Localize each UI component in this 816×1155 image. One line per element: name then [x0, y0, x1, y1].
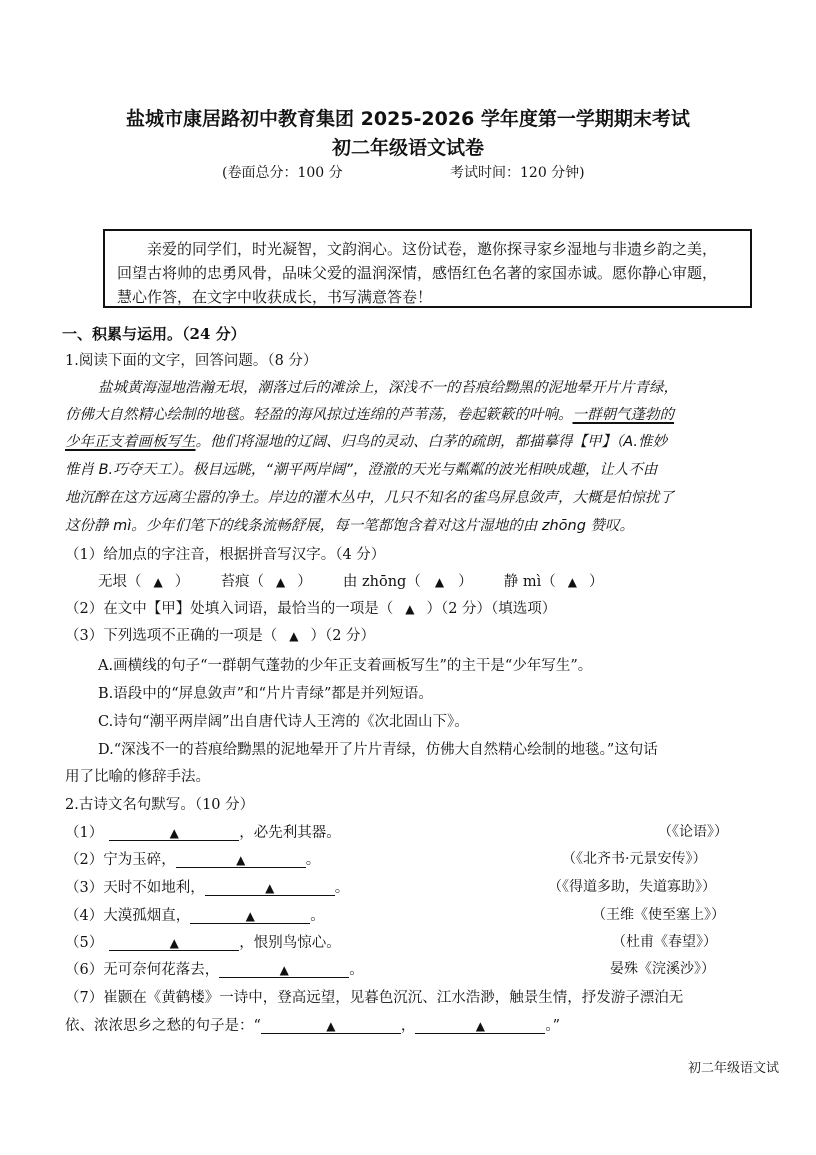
- option-d-cont: 用了比喻的修辞手法。: [65, 769, 210, 785]
- source-citation: （王维《使至塞上》）: [592, 907, 725, 923]
- passage-text: 仿佛大自然精心绘制的地毯。轻盈的海风掠过连绵的芦苇荡，卷起簌簌的叶响。: [65, 407, 573, 423]
- exam-title: 盐城市康居路初中教育集团 2025-2026 学年度第一学期期末考试: [126, 108, 690, 130]
- source-citation: （《得道多助，失道寡助》）: [548, 879, 716, 895]
- underlined-sentence: 一群朝气蓬勃的: [572, 407, 674, 423]
- recitation-item-4[interactable]: （4）大漠孤烟直， ▲ 。: [65, 908, 325, 924]
- answer-blank-mark: ▲: [289, 629, 299, 643]
- sub-question-1: （1）给加点的字注音，根据拼音写汉字。（4 分）: [65, 547, 386, 563]
- source-citation: （《北齐书·元景安传》）: [562, 851, 707, 867]
- fill-blank[interactable]: ▲: [415, 1019, 545, 1034]
- intro-line: 回望古将帅的忠勇风骨，品味父爱的温润深情，感悟红色名著的家国赤诚。愿你静心审题，: [117, 264, 718, 282]
- source-citation: （《论语》）: [658, 824, 728, 840]
- pinyin-items: [98, 570, 604, 591]
- recitation-item-3[interactable]: （3）天时不如地利， ▲ 。: [65, 880, 350, 896]
- recitation-item-2[interactable]: （2）宁为玉碎， ▲ 。: [65, 852, 321, 868]
- passage-line: 惟肖 B.巧夺天工）。极目远眺，“潮平两岸阔”，澄澈的天光与粼粼的波光相映成趣，让人不由: [65, 462, 658, 478]
- source-citation: 晏殊《浣溪沙》）: [610, 961, 715, 977]
- exam-time: 考试时间：120 分钟): [450, 165, 585, 181]
- question-1-stem: 1.阅读下面的文字，回答问题。（8 分）: [65, 353, 318, 369]
- recitation-item-7-answer[interactable]: 依、浓浓思乡之愁的句子是：“ ▲ ， ▲ 。”: [65, 1018, 561, 1034]
- option-c: C.诗句“潮平两岸阔”出自唐代诗人王湾的《次北固山下》。: [98, 714, 469, 730]
- question-2-stem: 2.古诗文名句默写。（10 分）: [65, 797, 255, 813]
- option-d: D.“深浅不一的苔痕给黝黑的泥地晕开了片片青绿，仿佛大自然精心绘制的地毯。”这句话: [98, 742, 658, 758]
- fill-blank[interactable]: ▲: [205, 881, 335, 896]
- passage-line: 盐城黄海湿地浩瀚无垠，潮落过后的滩涂上，深浅不一的苔痕给黝黑的泥地晕开片片青绿，: [98, 380, 678, 396]
- fill-blank[interactable]: ▲: [109, 826, 239, 841]
- pinyin-item[interactable]: 苔痕（ ▲ ）: [220, 574, 312, 590]
- fill-blank[interactable]: ▲: [176, 853, 306, 868]
- recitation-item-7: （7）崔颢在《黄鹤楼》一诗中，登高远望，见暮色沉沉、江水浩渺，触景生情，抒发游子漂泊无: [65, 990, 684, 1006]
- passage-line: 地沉醉在这方远离尘嚣的净土。岸边的灌木丛中，几只不知名的雀鸟屏息敛声，大概是怕惊扰了: [65, 490, 674, 506]
- fill-blank[interactable]: ▲: [190, 909, 310, 924]
- option-b: B.语段中的“屏息敛声”和“片片青绿”都是并列短语。: [98, 686, 433, 702]
- exam-subtitle: 初二年级语文试卷: [331, 137, 484, 159]
- pinyin-item[interactable]: 静 mì（ ▲ ）: [503, 574, 604, 590]
- source-citation: （杜甫《春望》）: [612, 934, 717, 950]
- recitation-item-5[interactable]: （5） ▲ ，恨别鸟惊心。: [65, 935, 341, 951]
- passage-text: 。他们将湿地的辽阔、归鸟的灵动、白茅的疏朗，都描摹得【甲】（A.惟妙: [195, 434, 668, 450]
- answer-blank-mark: ▲: [405, 602, 415, 616]
- passage-line: [65, 403, 674, 424]
- underlined-sentence: 少年正支着画板写生: [65, 434, 196, 450]
- answer-blank-mark: ▲: [434, 575, 445, 589]
- sub-question-2[interactable]: （2）在文中【甲】处填入词语，最恰当的一项是（ ▲ ）（2 分）（填选项）: [65, 601, 557, 617]
- pinyin-item[interactable]: 由 zhōng（ ▲ ）: [342, 574, 473, 590]
- passage-line: [65, 430, 667, 451]
- pinyin-item[interactable]: 无垠（ ▲ ）: [98, 574, 190, 590]
- page-footer: 初二年级语文试: [688, 1061, 780, 1076]
- answer-blank-mark: ▲: [275, 575, 286, 589]
- answer-blank-mark: ▲: [153, 575, 163, 589]
- fill-blank[interactable]: ▲: [261, 1019, 401, 1034]
- answer-blank-mark: ▲: [567, 575, 578, 589]
- total-score: (卷面总分：100 分: [222, 165, 343, 181]
- intro-box: [103, 229, 752, 308]
- passage-line: 这份静 mì。少年们笔下的线条流畅舒展，每一笔都饱含着对这片湿地的由 zhōng 赞叹。: [65, 518, 635, 534]
- sub-question-3[interactable]: （3）下列选项不正确的一项是（ ▲ ）（2 分）: [65, 628, 376, 644]
- recitation-item-6[interactable]: （6）无可奈何花落去， ▲ 。: [65, 962, 364, 978]
- section-title: 一、积累与运用。（24 分）: [62, 325, 246, 343]
- fill-blank[interactable]: ▲: [219, 963, 349, 978]
- fill-blank[interactable]: ▲: [109, 936, 239, 951]
- option-a: A.画横线的句子“一群朝气蓬勃的少年正支着画板写生”的主干是“少年写生”。: [98, 658, 593, 674]
- intro-line: 亲爱的同学们，时光凝智，文韵润心。这份试卷，邀你探寻家乡湿地与非遗乡韵之美，: [147, 240, 718, 258]
- recitation-item-1[interactable]: （1） ▲ ，必先利其器。: [65, 825, 341, 841]
- intro-line: 慧心作答，在文字中收获成长，书写满意答卷！: [117, 288, 433, 306]
